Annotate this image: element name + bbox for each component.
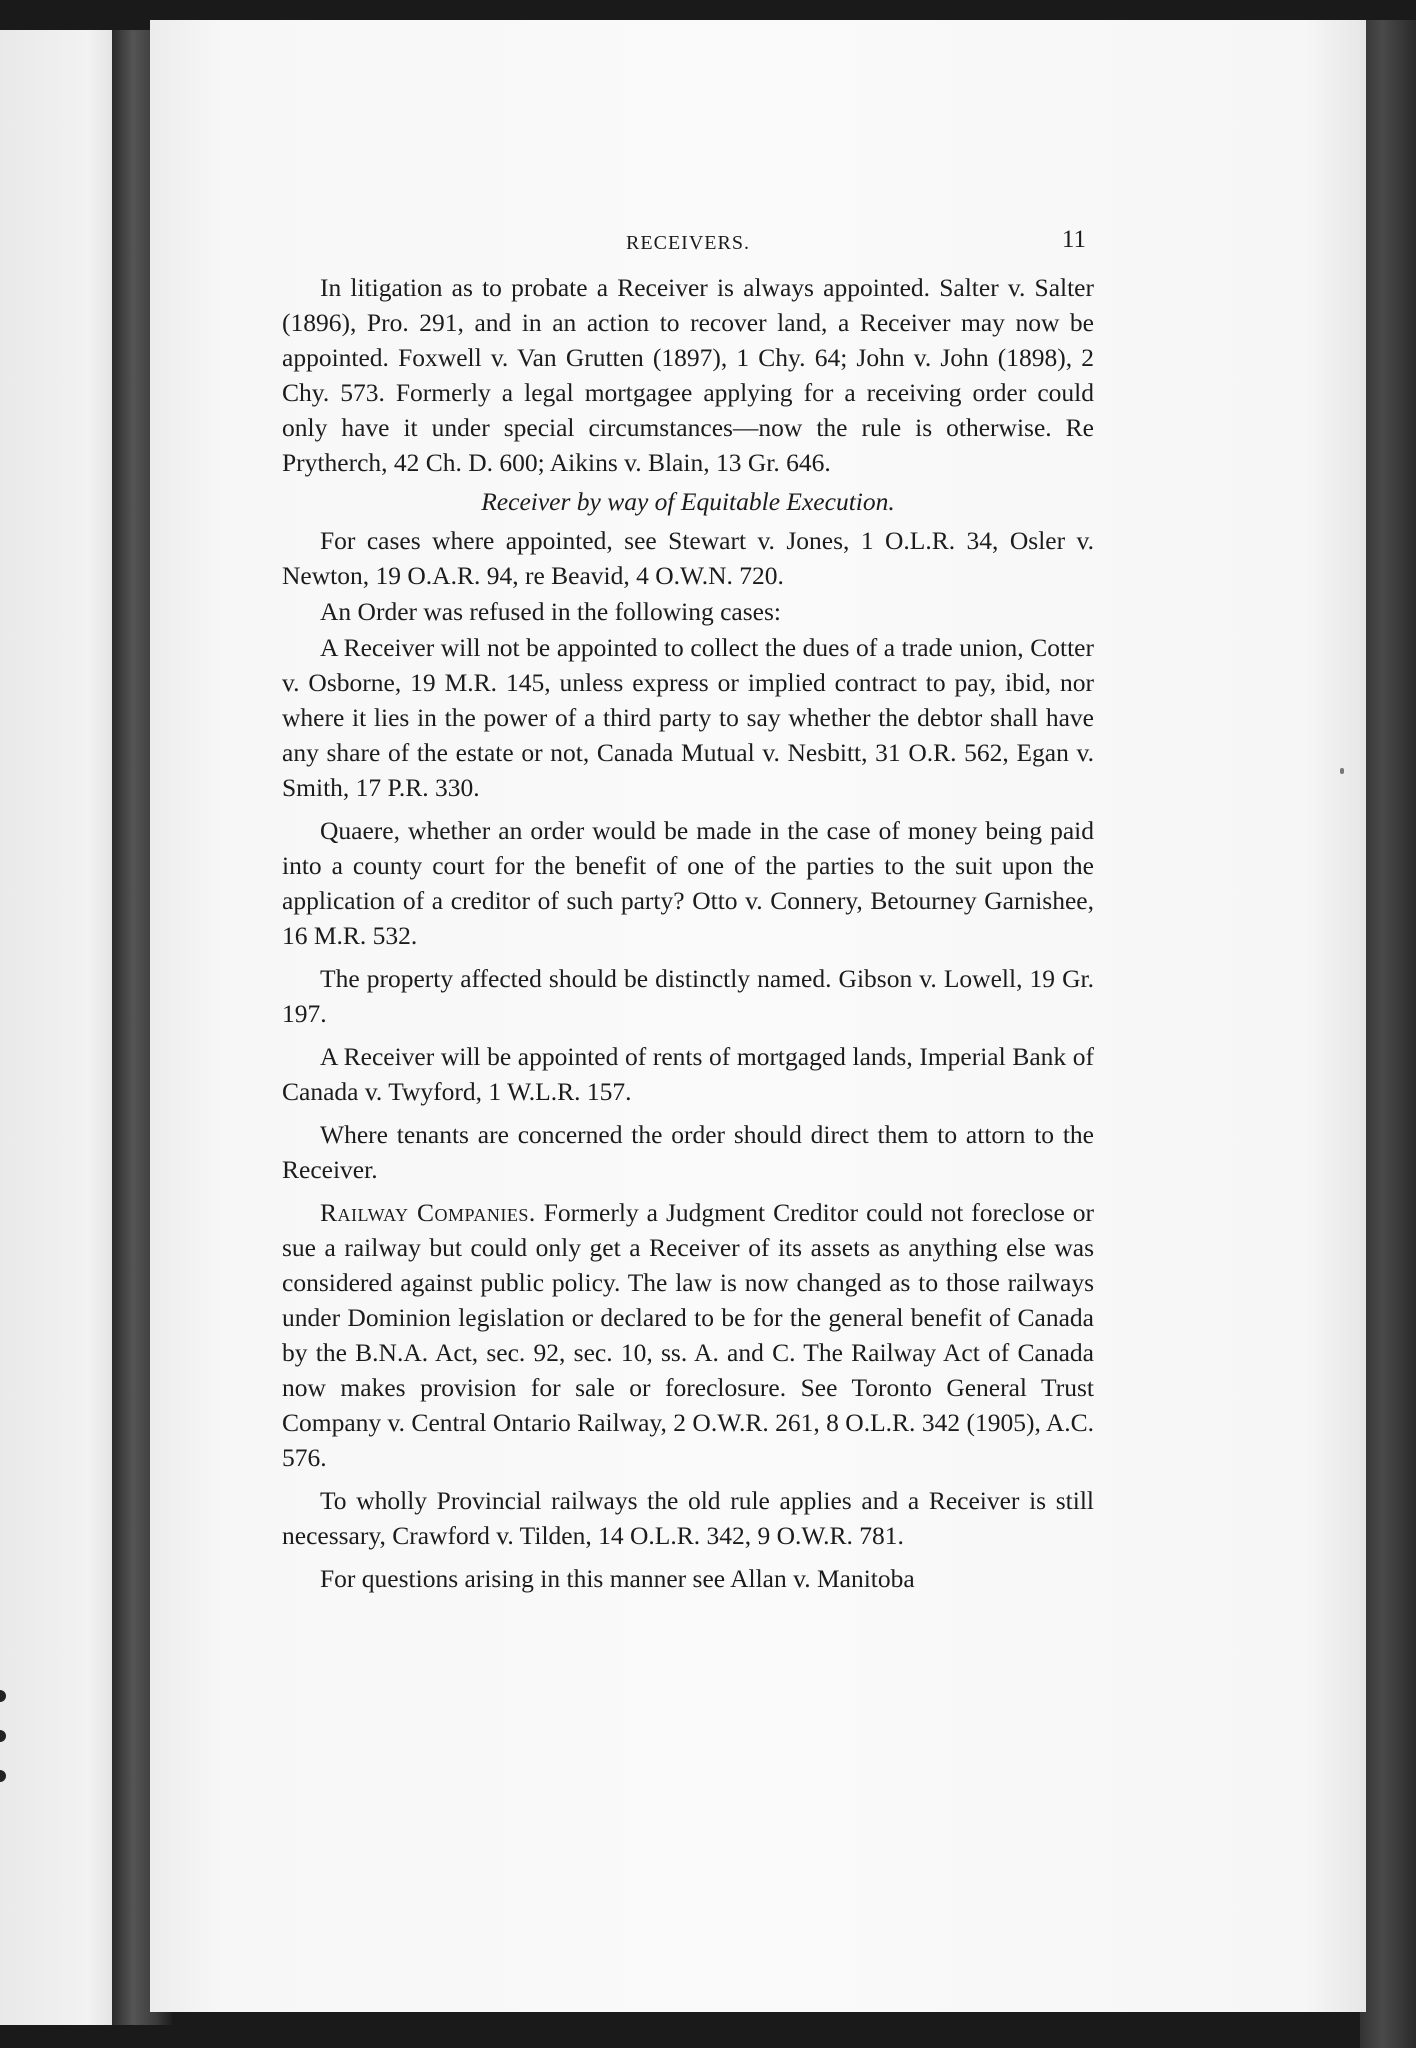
paragraph-mortgaged-rents: A Receiver will be appointed of rents of mortgaged lands, Imperial Bank of Canada v. Twyford, 1 W.L.R. 157. xyxy=(282,1042,1094,1106)
page-text xyxy=(282,218,1094,1596)
section-subheading: Receiver by way of Equitable Execution. xyxy=(481,487,895,516)
paragraph-questions: For questions arising in this manner see Allan v. Manitoba xyxy=(320,1564,915,1593)
railway-companies-text: Formerly a Judgment Creditor could not foreclose or sue a railway but could only get a Receiver of its assets as anything else was considered against public policy. The law is now changed as to those railways under Dominion legislation or declared to be for the general benefit of Canada by the B.N.A. Act, sec. 92, sec. 10, ss. A. and C. The Railway Act of Canada now makes provision for sale or foreclosure. See Toronto General Trust Company v. Central Ontario Railway, 2 O.W.R. 261, 8 O.L.R. 342 (1905), A.C. 576. xyxy=(282,1198,1094,1472)
paper-speck xyxy=(1340,768,1344,774)
paragraph-order-refused: An Order was refused in the following cases: xyxy=(320,597,781,626)
paragraph-probate: In litigation as to probate a Receiver is always appointed. Salter v. Salter (1896), Pro. 291, and in an action to recover land, a Receiver may now be appointed. Foxwell v. Van Grutten (1897), 1 Chy. 64; John v. John (1898), 2 Chy. 573. Formerly a legal mortgagee applying for a receiving order could only have it under special circumstances—now the rule is otherwise. Re Prytherch, 42 Ch. D. 600; Aikins v. Blain, 13 Gr. 646. xyxy=(282,273,1094,477)
paragraph-cases-appointed: For cases where appointed, see Stewart v. Jones, 1 O.L.R. 34, Osler v. Newton, 19 O.A.R. 94, re Beavid, 4 O.W.N. 720. xyxy=(282,526,1094,590)
page-edge-mark xyxy=(0,1730,6,1742)
page-edge-mark xyxy=(0,1690,6,1702)
running-head xyxy=(282,218,1094,258)
paragraph-railway-companies xyxy=(282,1195,1094,1475)
paragraph-quaere: Quaere, whether an order would be made in the case of money being paid into a county court for the benefit of one of the parties to the suit upon the application of a creditor of such party? Otto v. Connery, Betourney Garnishee, 16 M.R. 532. xyxy=(282,816,1094,950)
paragraph-tenants: Where tenants are concerned the order should direct them to attorn to the Receiver. xyxy=(282,1120,1094,1184)
railway-companies-lead: Railway Companies. xyxy=(320,1198,536,1227)
page-edge-mark xyxy=(0,1770,6,1782)
paragraph-provincial-railways: To wholly Provincial railways the old rule applies and a Receiver is still necessary, Crawford v. Tilden, 14 O.L.R. 342, 9 O.W.R. 781. xyxy=(282,1486,1094,1550)
facing-page-edge xyxy=(0,30,126,2025)
paragraph-trade-union: A Receiver will not be appointed to collect the dues of a trade union, Cotter v. Osborne, 19 M.R. 145, unless express or implied contract to pay, ibid, nor where it lies in the power of a third party to say whether the debtor shall have any share of the estate or not, Canada Mutual v. Nesbitt, 31 O.R. 562, Egan v. Smith, 17 P.R. 330. xyxy=(282,633,1094,802)
page-number: 11 xyxy=(1061,226,1086,253)
running-title: RECEIVERS. xyxy=(626,232,750,254)
page-edge-shadow xyxy=(1360,20,1416,2048)
paragraph-property-named: The property affected should be distinctly named. Gibson v. Lowell, 19 Gr. 197. xyxy=(282,964,1094,1028)
